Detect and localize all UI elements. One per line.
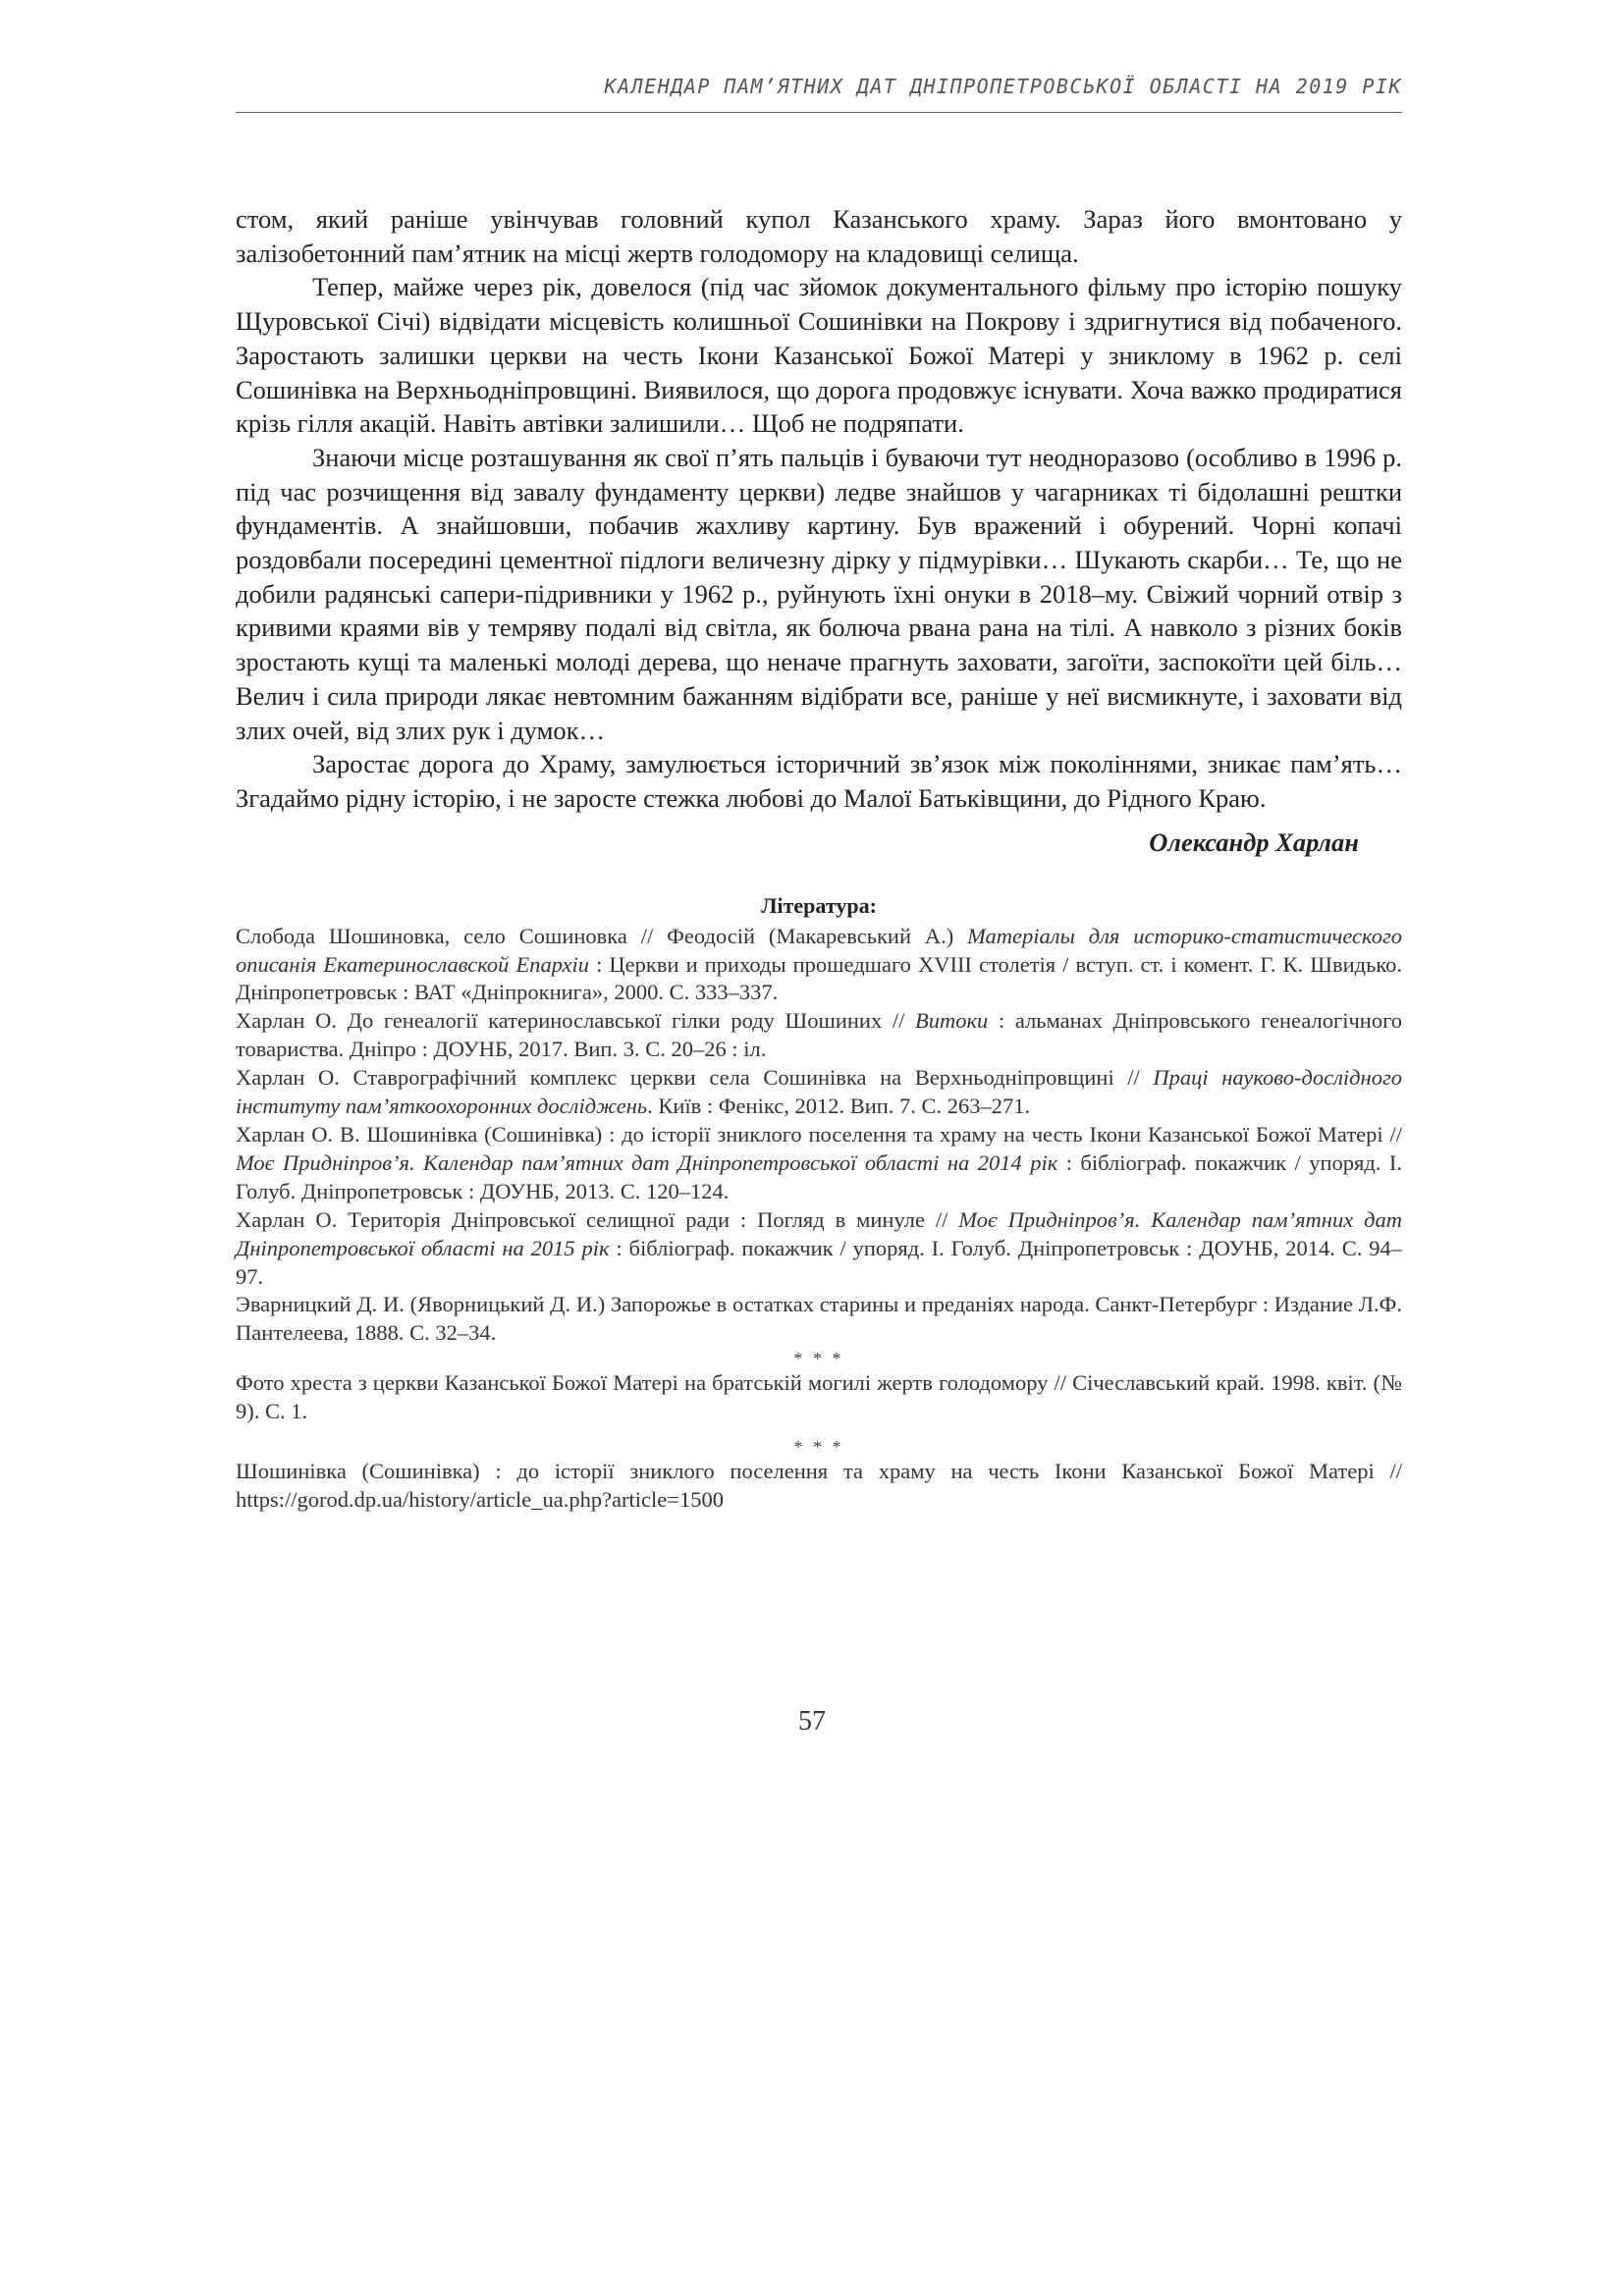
reference-item: Харлан О. Територія Дніпровської селищної ради : Погляд в минуле // Моє Придніпров’я. Календар пам’ятних дат Дніпропетровської області на 2015 рік : бібліограф. покажчик / упоряд. І. Голуб. Дніпропетровськ : ДОУНБ, 2014. С. 94–97. bbox=[236, 1206, 1402, 1289]
paragraph: Знаючи місце розташування як свої п’ять пальців і буваючи тут неодноразово (особливо в 1996 р. під час розчищення від завалу фундаменту церкви) ледве знайшов у чагарниках ті бідолашні рештки фундаментів. А знайшовши, побачив жахливу картину. Був вражений і обурений. Чорні копачі роздовбали посередині цементної підлоги величезну дірку у підмурівки… Шукають скарби… Те, що не добили радянські сапери-підривники у 1962 р., руйнують їхні онуки в 2018–му. Свіжий чорний отвір з кривими краями вів у темряву подалі від світла, як болюча рвана рана на тілі. А навколо з різних боків зростають кущі та маленькі молоді дерева, що неначе прагнуть заховати, загоїти, заспокоїти цей біль… Велич і сила природи лякає невтомним бажанням відібрати все, раніше у неї висмикнуте, і заховати від злих очей, від злих рук і думок… bbox=[236, 442, 1402, 745]
page-content bbox=[236, 202, 1402, 1515]
paragraph: стом, який раніше увінчував головний купол Казанського храму. Зараз його вмонтовано у залізобетонний пам’ятник на місці жертв голодомору на кладовищі селища. bbox=[236, 204, 1402, 268]
page-number: 57 bbox=[798, 1706, 826, 1736]
reference-item: Шошинівка (Сошинівка) : до історії зниклого поселення та храму на честь Ікони Казанської Божої Матері // https://gorod.dp.ua/history/article_ua.php?article=1500 bbox=[236, 1459, 1402, 1512]
paragraph: Заростає дорога до Храму, замулюється історичний зв’язок між поколіннями, зникає пам’ять… Згадаймо рідну історію, і не заросте стежка любові до Малої Батьківщини, до Рідного Краю. bbox=[236, 749, 1402, 813]
reference-item: Фото хреста з церкви Казанської Божої Матері на братській могилі жертв голодомору // Січеславський край. 1998. квіт. (№ 9). С. 1. bbox=[236, 1370, 1402, 1424]
reference-item: Харлан О. Ставрографічний комплекс церкви села Сошинівка на Верхньодніпровщині // Праці науково-дослідного інституту пам’яткоохоронних досліджень. Київ : Фенікс, 2012. Вип. 7. С. 263–271. bbox=[236, 1065, 1402, 1119]
author-signature: Олександр Харлан bbox=[1149, 827, 1359, 857]
reference-item: Харлан О. В. Шошинівка (Сошинівка) : до історії зниклого поселення та храму на честь Ікони Казанської Божої Матері // Моє Придніпров’я. Календар пам’ятних дат Дніпропетровської області на 2014 рік : бібліограф. покажчик / упоряд. І. Голуб. Дніпропетровськ : ДОУНБ, 2013. С. 120–124. bbox=[236, 1122, 1402, 1203]
reference-list bbox=[236, 923, 1402, 1515]
reference-item: Харлан О. До генеалогії катеринославської гілки роду Шошиних // Витоки : альманах Дніпровського генеалогічного товариства. Дніпро : ДОУНБ, 2017. Вип. 3. С. 20–26 : іл. bbox=[236, 1008, 1402, 1062]
section-separator: * * * bbox=[793, 1349, 844, 1369]
paragraph: Тепер, майже через рік, довелося (під час зйомок документального фільму про історію пошуку Щуровської Січі) відвідати місцевість колишньої Сошинівки на Покрову і здригнутися від побаченого. Заростають залишки церкви на честь Ікони Казанської Божої Матері у зниклому в 1962 р. селі Сошинівка на Верхньодніпровщині. Виявилося, що дорога продовжує існувати. Хоча важко продиратися крізь гілля акацій. Навіть автівки залишили… Щоб не подряпати. bbox=[236, 272, 1402, 439]
reference-item: Эварницкий Д. И. (Яворницький Д. И.) Запорожье в остатках старины и преданіях народа. Санкт-Петербург : Издание Л.Ф. Пантелеева, 1888. С. 32–34. bbox=[236, 1292, 1402, 1346]
running-header: КАЛЕНДАР ПАМ’ЯТНИХ ДАТ ДНІПРОПЕТРОВСЬКОЇ ОБЛАСТІ НА 2019 РІК bbox=[236, 75, 1402, 113]
article-body bbox=[236, 202, 1402, 816]
section-separator: * * * bbox=[793, 1437, 844, 1458]
literature-heading: Література: bbox=[761, 892, 877, 918]
reference-item: Слобода Шошиновка, село Сошиновка // Феодосій (Макаревський А.) Матеріалы для историко-статистического описанія Екатеринославской Епархіи : Церкви и приходы прошедшаго XVIII столетія / вступ. ст. і комент. Г. К. Швидько. Дніпропетровськ : ВАТ «Дніпрокнига», 2000. С. 333–337. bbox=[236, 923, 1402, 1005]
